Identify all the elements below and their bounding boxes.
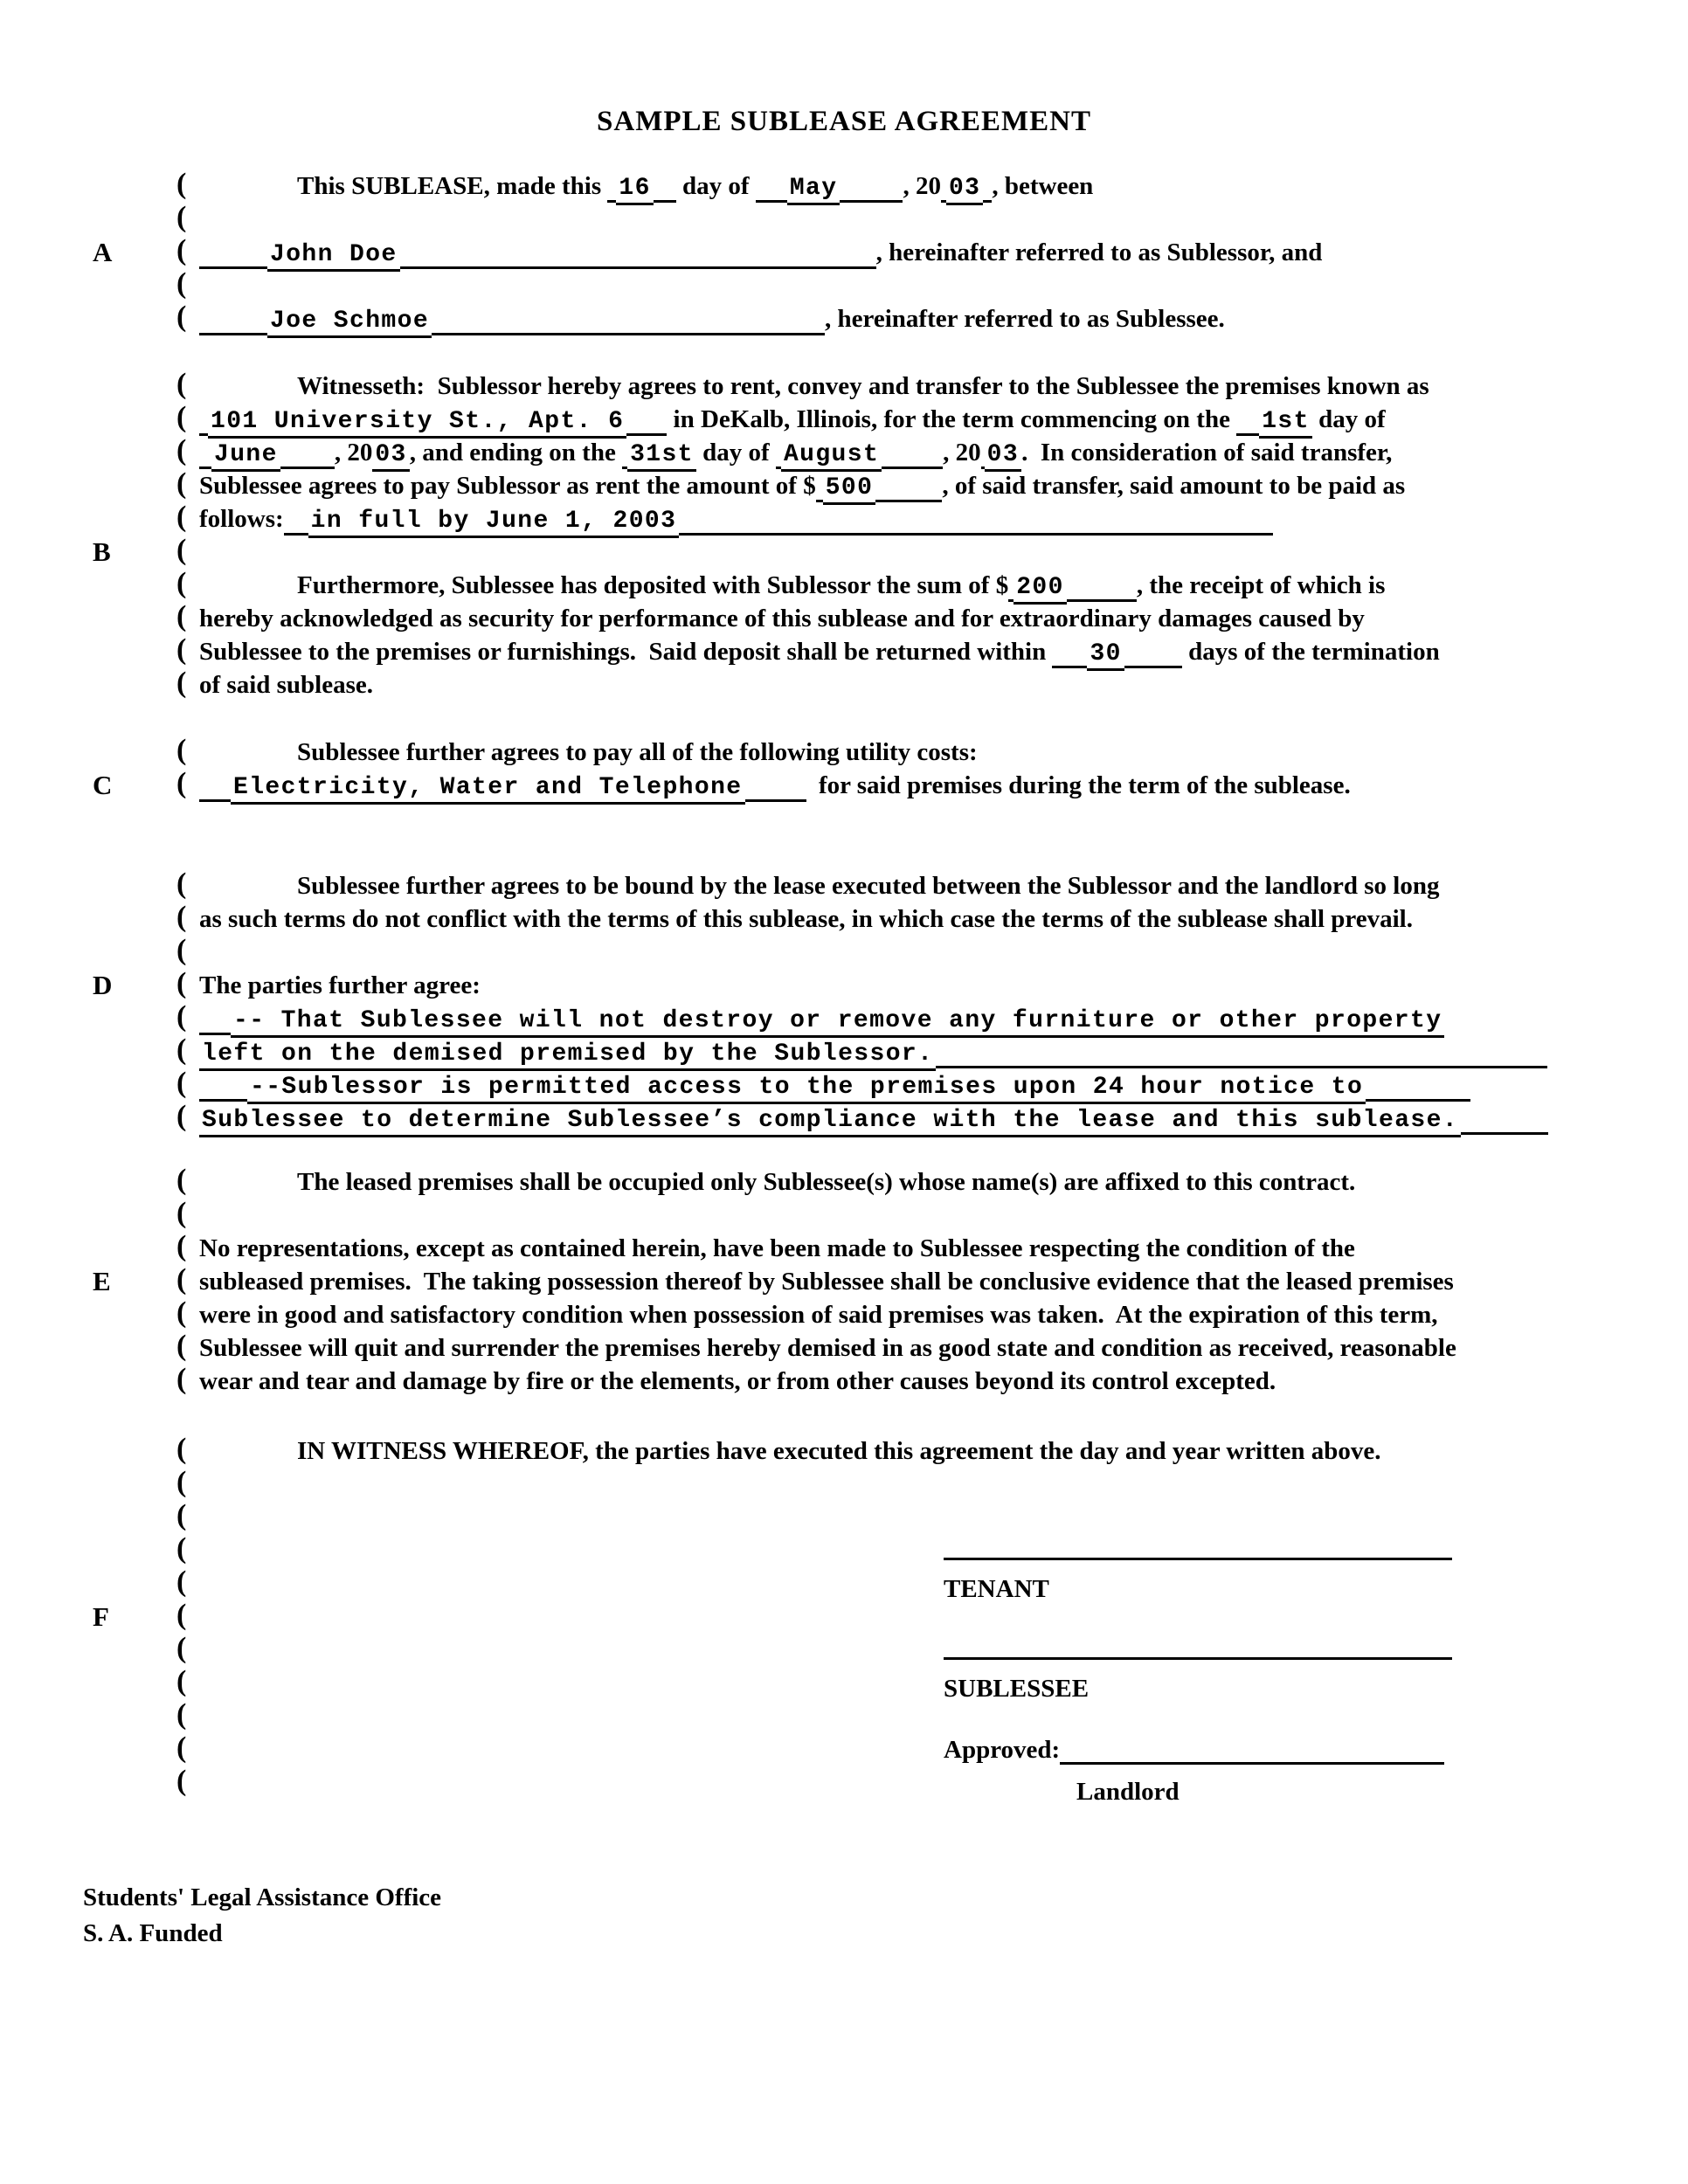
fill-value: 30 <box>1087 640 1124 671</box>
signature-line <box>944 1657 1452 1660</box>
doc-line <box>0 1232 1688 1265</box>
blank-underline <box>756 197 787 203</box>
paren-mark: ( <box>176 633 187 666</box>
line-text: of said sublease. <box>199 671 374 699</box>
paren-mark: ( <box>176 168 187 200</box>
paren-mark: ( <box>176 1466 187 1498</box>
paren-mark: ( <box>176 967 187 999</box>
line-content <box>199 370 1653 403</box>
line-text: Sublessee will quit and surrender the premises hereby demised in as good state and condition as received, reasonable <box>199 1334 1456 1362</box>
line-content <box>199 1035 1653 1071</box>
blank-underline <box>199 1029 231 1035</box>
blank-underline <box>400 263 876 269</box>
line-text: , hereinafter referred to as Sublessor, and <box>875 238 1323 266</box>
line-text: The leased premises shall be occupied only Sublessee(s) whose name(s) are affixed to this contract. <box>297 1168 1356 1196</box>
blank-underline <box>284 529 308 536</box>
paren-mark: ( <box>176 667 187 699</box>
paren-mark: ( <box>176 467 187 500</box>
line-content <box>199 1265 1653 1298</box>
line-content <box>199 469 1653 505</box>
paren-mark: ( <box>176 1765 187 1797</box>
line-text: Sublessee agrees to pay Sublessor as rent the amount of $ <box>199 472 816 500</box>
fill-value: 31st <box>627 441 696 472</box>
paren-mark: ( <box>176 368 187 400</box>
doc-line <box>0 536 1688 569</box>
fill-value: --Sublessor is permitted access to the premises upon 24 hour notice to <box>247 1074 1366 1104</box>
doc-line <box>0 1265 1688 1298</box>
paren-mark: ( <box>176 734 187 766</box>
doc-line <box>0 1199 1688 1232</box>
doc-line <box>0 1102 1688 1135</box>
line-text: follows: <box>199 505 284 533</box>
doc-line <box>0 1565 1688 1603</box>
approved-blank <box>1060 1759 1444 1765</box>
doc-line <box>0 1331 1688 1365</box>
line-content <box>199 569 1653 605</box>
line-content <box>199 1102 1653 1137</box>
paren-mark: ( <box>176 1000 187 1033</box>
doc-line <box>0 436 1688 469</box>
section-letter-f: F <box>93 1601 109 1632</box>
line-content <box>199 668 1653 702</box>
fill-value: 03 <box>946 175 983 205</box>
paren-mark: ( <box>176 767 187 799</box>
paren-mark: ( <box>176 301 187 333</box>
blank-underline <box>816 496 823 502</box>
doc-line <box>0 668 1688 702</box>
blank-underline <box>1067 596 1137 602</box>
line-text: , 20 <box>903 172 941 200</box>
blank-underline <box>875 496 942 502</box>
approved-label: Approved: <box>944 1736 1061 1764</box>
blank-underline <box>745 796 806 802</box>
doc-line <box>0 936 1688 969</box>
line-content <box>199 1068 1653 1104</box>
fill-value: August <box>781 441 882 472</box>
line-content <box>199 302 1653 338</box>
line-content <box>199 502 1653 538</box>
line-content <box>199 1365 1653 1398</box>
line-text: Sublessee further agrees to pay all of the following utility costs: <box>297 738 978 766</box>
fill-value: 03 <box>985 441 1021 472</box>
line-text: Furthermore, Sublessee has deposited with Sublessor the sum of $ <box>297 571 1009 599</box>
doc-line <box>0 1298 1688 1331</box>
blank-underline <box>936 1062 1547 1068</box>
doc-line <box>0 1165 1688 1199</box>
blank-underline <box>199 430 208 436</box>
doc-line <box>0 736 1688 769</box>
line-content <box>199 736 1653 769</box>
paren-mark: ( <box>176 401 187 433</box>
document-footer <box>83 1880 1688 1952</box>
doc-line <box>0 469 1688 502</box>
doc-line <box>0 602 1688 635</box>
blank-underline <box>626 430 667 436</box>
line-text: for said premises during the term of the sublease. <box>806 771 1351 799</box>
line-text: . In consideration of said transfer, <box>1021 439 1393 467</box>
line-content <box>199 969 1653 1002</box>
tenant-label: TENANT <box>944 1575 1049 1603</box>
paren-mark: ( <box>176 934 187 966</box>
fill-value: 101 University St., Apt. 6 <box>208 408 626 439</box>
blank-underline <box>199 329 267 335</box>
paren-mark: ( <box>176 1532 187 1565</box>
line-content <box>199 1434 1653 1468</box>
doc-line <box>0 302 1688 335</box>
footer-funded-line: S. A. Funded <box>83 1919 223 1947</box>
paren-mark: ( <box>176 1698 187 1731</box>
paren-mark: ( <box>176 867 187 900</box>
fill-value: John Doe <box>267 241 400 272</box>
line-text: , 20 <box>334 439 373 467</box>
fill-value: -- That Sublessee will not destroy or remove any furniture or other property <box>231 1007 1444 1038</box>
doc-line <box>0 169 1688 203</box>
blank-underline <box>280 463 335 469</box>
line-text: hereby acknowledged as security for performance of this sublease and for extraordinary damages caused by <box>199 605 1365 632</box>
fill-value: in full by June 1, 2003 <box>308 508 680 538</box>
paren-mark: ( <box>176 267 187 300</box>
paren-mark: ( <box>176 534 187 566</box>
paren-mark: ( <box>176 1599 187 1631</box>
paren-mark: ( <box>176 1632 187 1664</box>
footer-office-line: Students' Legal Assistance Office <box>83 1883 442 1911</box>
blank-underline <box>983 197 992 203</box>
doc-line <box>0 1468 1688 1501</box>
line-content <box>199 769 1653 805</box>
fill-value: Electricity, Water and Telephone <box>231 774 745 805</box>
line-text: , and ending on the <box>409 439 623 467</box>
doc-line <box>0 635 1688 668</box>
paren-mark: ( <box>176 1296 187 1329</box>
doc-line <box>0 869 1688 902</box>
blank-underline <box>607 197 616 203</box>
doc-line <box>0 1002 1688 1035</box>
blank-underline <box>199 463 211 469</box>
blank-underline <box>1124 662 1182 668</box>
section-letter-a: A <box>93 237 113 267</box>
section-letter-c: C <box>93 770 113 800</box>
doc-line <box>0 1700 1688 1733</box>
doc-line <box>0 569 1688 602</box>
sublessee-label: SUBLESSEE <box>944 1675 1090 1703</box>
blank-underline <box>654 197 676 203</box>
blank-underline <box>1461 1129 1548 1135</box>
fill-value: May <box>787 175 841 205</box>
landlord-label: Landlord <box>1076 1778 1180 1806</box>
paren-mark: ( <box>176 1433 187 1465</box>
doc-line <box>0 1665 1688 1703</box>
line-text: as such terms do not conflict with the terms of this sublease, in which case the terms of the sublease shall prevail. <box>199 905 1413 933</box>
line-text: , 20 <box>943 439 981 467</box>
document-body <box>0 168 1688 1806</box>
approved-row <box>944 1733 1444 1766</box>
doc-line <box>0 769 1688 802</box>
line-text: , of said transfer, said amount to be paid as <box>942 472 1406 500</box>
line-text: were in good and satisfactory condition when possession of said premises was taken. At the expiration of this term, <box>199 1301 1438 1329</box>
paren-mark: ( <box>176 1263 187 1296</box>
line-text: Witnesseth: Sublessor hereby agrees to rent, convey and transfer to the Sublessee the premises known as <box>297 372 1429 400</box>
line-text: Sublessee further agrees to be bound by the lease executed between the Sublessor and the landlord so long <box>297 872 1440 900</box>
paren-mark: ( <box>176 1164 187 1196</box>
line-text: , between <box>992 172 1094 200</box>
section-letter-e: E <box>93 1266 111 1296</box>
fill-value: Sublessee to determine Sublessee’s compliance with the lease and this sublease. <box>199 1107 1461 1137</box>
line-text: This SUBLEASE, made this <box>297 172 608 200</box>
doc-line <box>0 269 1688 302</box>
line-text: wear and tear and damage by fire or the elements, or from other causes beyond its control excepted. <box>199 1367 1276 1395</box>
doc-line <box>0 902 1688 936</box>
document-title: SAMPLE SUBLEASE AGREEMENT <box>597 106 1091 137</box>
blank-underline <box>1366 1095 1470 1102</box>
paren-mark: ( <box>176 201 187 233</box>
line-content <box>199 869 1653 902</box>
line-content <box>199 236 1653 272</box>
doc-line <box>0 502 1688 536</box>
fill-value: 1st <box>1259 408 1312 439</box>
fill-value: left on the demised premised by the Sublessor. <box>199 1040 936 1071</box>
line-content <box>199 1232 1653 1265</box>
fill-value: 03 <box>372 441 409 472</box>
paren-mark: ( <box>176 1100 187 1132</box>
doc-line <box>0 1534 1688 1567</box>
blank-underline <box>1052 662 1087 668</box>
line-content <box>199 635 1653 671</box>
fill-value: June <box>211 441 280 472</box>
line-content <box>199 436 1653 472</box>
line-text: subleased premises. The taking possession thereof by Sublessee shall be conclusive evidence that the leased premises <box>199 1268 1454 1296</box>
doc-line <box>0 1501 1688 1534</box>
section-letter-b: B <box>93 536 111 567</box>
paren-mark: ( <box>176 901 187 933</box>
line-text: in DeKalb, Illinois, for the term commencing on the <box>667 405 1237 433</box>
doc-line <box>0 1068 1688 1102</box>
blank-underline <box>199 1095 247 1102</box>
signature-line <box>944 1558 1452 1560</box>
paren-mark: ( <box>176 600 187 632</box>
paren-mark: ( <box>176 434 187 467</box>
blank-underline <box>840 197 903 203</box>
paren-mark: ( <box>176 567 187 599</box>
doc-line <box>0 236 1688 269</box>
paren-mark: ( <box>176 1363 187 1395</box>
line-text: No representations, except as contained herein, have been made to Sublessee respecting the condition of the <box>199 1234 1355 1262</box>
paren-mark: ( <box>176 1665 187 1697</box>
line-content <box>199 403 1653 439</box>
line-content <box>199 1298 1653 1331</box>
blank-underline <box>679 529 1273 536</box>
blank-underline <box>1236 430 1259 436</box>
paren-mark: ( <box>176 1067 187 1099</box>
line-text: , hereinafter referred to as Sublessee. <box>825 305 1225 333</box>
line-text: IN WITNESS WHEREOF, the parties have executed this agreement the day and year written above. <box>297 1437 1381 1465</box>
doc-line <box>0 1365 1688 1398</box>
fill-value: Joe Schmoe <box>267 308 432 338</box>
doc-line <box>0 1600 1688 1634</box>
doc-line <box>0 403 1688 436</box>
doc-line <box>0 1634 1688 1667</box>
doc-line <box>0 1035 1688 1068</box>
paren-mark: ( <box>176 1731 187 1764</box>
blank-underline <box>432 329 825 335</box>
doc-line <box>0 1765 1688 1806</box>
line-text: The parties further agree: <box>199 971 481 999</box>
blank-underline <box>199 263 267 269</box>
paren-mark: ( <box>176 501 187 533</box>
line-text: day of <box>1311 405 1386 433</box>
paren-mark: ( <box>176 1033 187 1066</box>
blank-underline <box>882 463 943 469</box>
doc-line <box>0 370 1688 403</box>
line-text: , the receipt of which is <box>1136 571 1386 599</box>
line-content <box>199 902 1653 936</box>
line-content <box>199 1331 1653 1365</box>
section-letter-d: D <box>93 970 113 1000</box>
paren-mark: ( <box>176 1230 187 1262</box>
line-content <box>199 1002 1653 1038</box>
doc-line <box>0 1434 1688 1468</box>
line-content <box>199 602 1653 635</box>
paren-mark: ( <box>176 1197 187 1229</box>
line-text: day of <box>675 172 756 200</box>
fill-value: 500 <box>823 474 876 505</box>
fill-value: 200 <box>1013 574 1067 605</box>
doc-line <box>0 203 1688 236</box>
line-content <box>199 1165 1653 1199</box>
line-text: day of <box>695 439 776 467</box>
paren-mark: ( <box>176 1565 187 1598</box>
paren-mark: ( <box>176 1330 187 1362</box>
line-text: days of the termination <box>1181 638 1440 666</box>
line-text: Sublessee to the premises or furnishings. Said deposit shall be returned within <box>199 638 1053 666</box>
line-content <box>199 169 1653 205</box>
doc-line <box>0 969 1688 1002</box>
paren-mark: ( <box>176 234 187 266</box>
blank-underline <box>199 796 231 802</box>
doc-line <box>0 1733 1688 1766</box>
fill-value: 16 <box>616 175 653 205</box>
paren-mark: ( <box>176 1499 187 1531</box>
